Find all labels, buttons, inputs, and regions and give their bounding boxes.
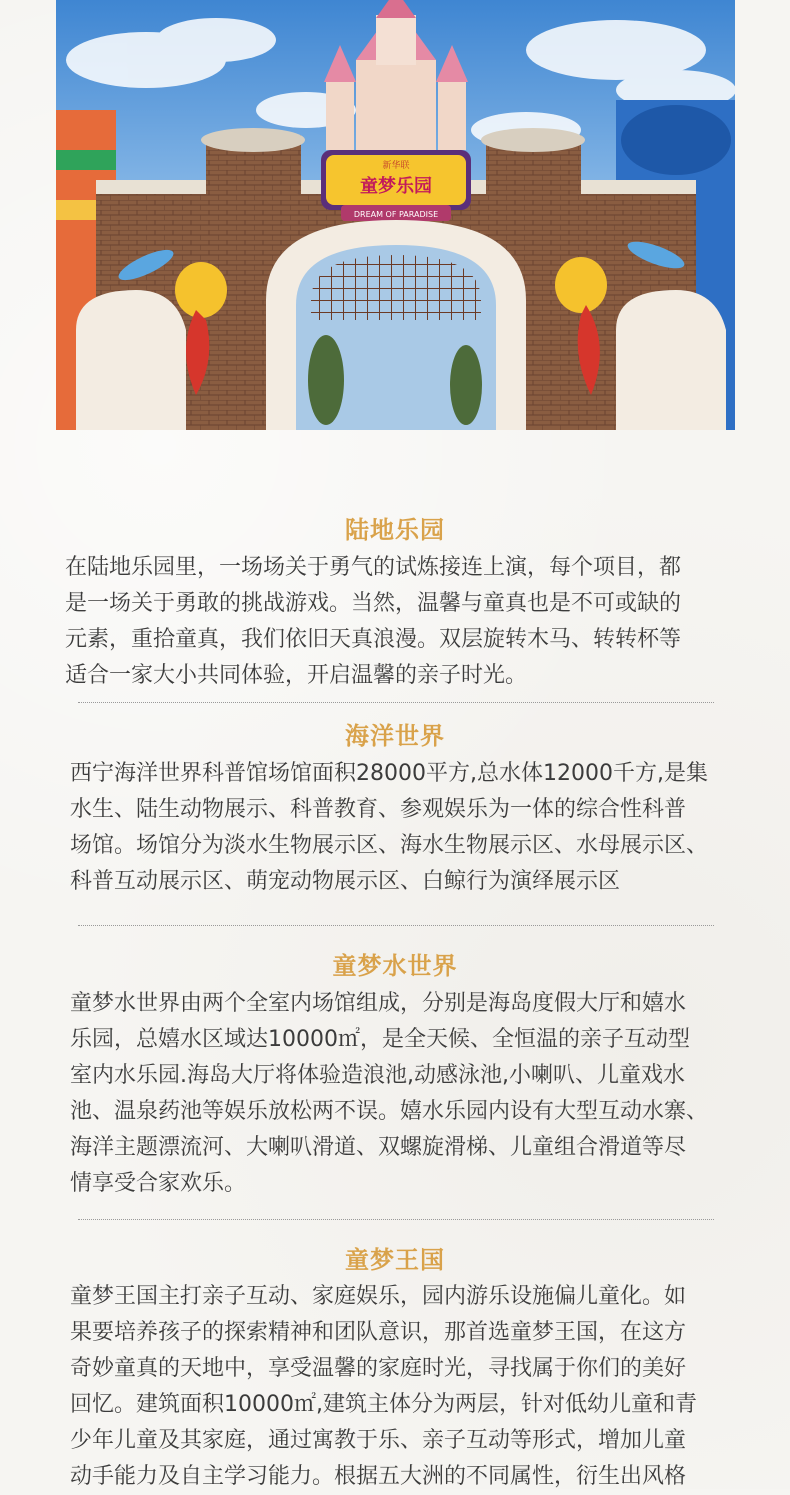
section-body: 在陆地乐园里，一场场关于勇气的试炼接连上演，每个项目，都 是一场关于勇敢的挑战游戏。当然，温馨与童真也是不可或缺的 元素，重拾童真，我们依旧天真浪漫。双层旋转木马、转转杯等 适合一家大小共同体验，开启温馨的亲子时光。 <box>65 555 682 688</box>
dotted-divider <box>78 702 714 703</box>
section-body: 童梦王国主打亲子互动、家庭娱乐，园内游乐设施偏儿童化。如 果要培养孩子的探索精神和团队意识，那首选童梦王国，在这方 奇妙童真的天地中，享受温馨的家庭时光，寻找属于你们的美好 回忆。建筑面积10000㎡,建筑主体分为两层，针对低幼儿童和青 少年儿童及其家庭，通过寓教于乐、亲子互动等形式，增加儿童 动手能力及自主学习能力。根据五大洲的不同属性，衍生出风格 <box>70 1284 697 1489</box>
sign-sub-text: DREAM OF PARADISE <box>353 210 439 219</box>
section-title: 海洋世界 <box>345 722 445 750</box>
section-body: 西宁海洋世界科普馆场馆面积28000平方,总水体12000千方,是集 水生、陆生动物展示、科普教育、参观娱乐为一体的综合性科普 场馆。场馆分为淡水生物展示区、海水生物展示区、水母展示区、 科普互动展示区、萌宠动物展示区、白鲸行为演绎展示区 <box>70 761 709 894</box>
section-title: 陆地乐园 <box>345 516 445 544</box>
dotted-divider <box>78 925 714 926</box>
sign-top-text: 新华联 <box>382 161 410 171</box>
section-ocean-world <box>0 721 790 751</box>
section-title: 童梦水世界 <box>332 952 458 980</box>
section-body: 童梦水世界由两个全室内场馆组成，分别是海岛度假大厅和嬉水 乐园，总嬉水区域达10000㎡，是全天候、全恒温的亲子互动型 室内水乐园.海岛大厅将体验造浪池,动感泳池,小喇叭、儿童戏水 池、温泉药池等娱乐放松两不误。嬉水乐园内设有大型互动水寨、 海洋主题漂流河、大喇叭滑道、双螺旋滑梯、儿童组合滑道等尽 情享受合家欢乐。 <box>70 991 709 1196</box>
section-water-world <box>0 951 790 981</box>
sign-main-text: 童梦乐园 <box>360 176 432 197</box>
section-land-park <box>0 515 790 545</box>
section-title: 童梦王国 <box>345 1246 445 1274</box>
dotted-divider <box>78 1219 714 1220</box>
section-dream-kingdom <box>0 1245 790 1275</box>
castle-gate-photo <box>56 0 735 430</box>
